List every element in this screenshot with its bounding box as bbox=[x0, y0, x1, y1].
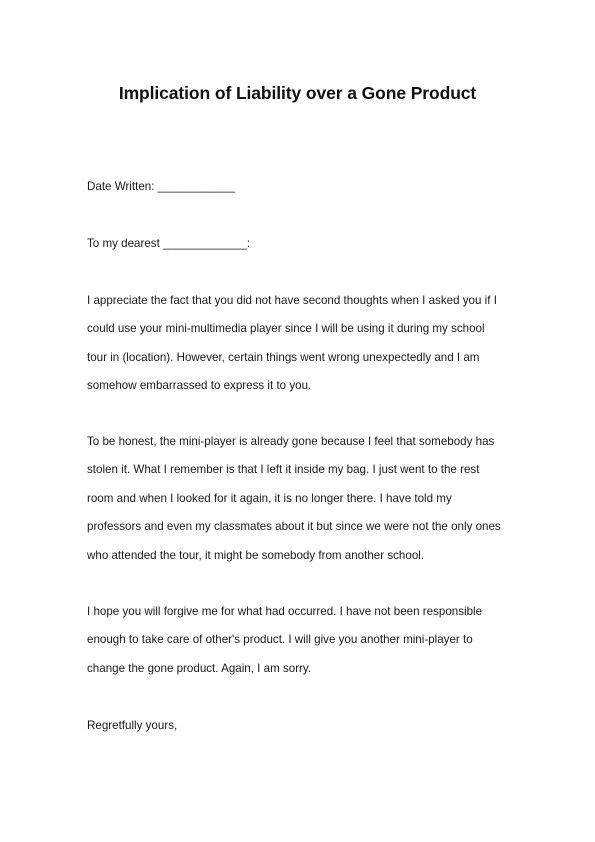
paragraph-line: tour in (location). However, certain things went wrong unexpectedly and I am bbox=[87, 350, 480, 364]
paragraph-line: I appreciate the fact that you did not have second thoughts when I asked you if I bbox=[87, 294, 497, 307]
salutation-text: To my dearest _____________: bbox=[87, 237, 251, 250]
paragraph-3 bbox=[87, 605, 527, 690]
document-title: Implication of Liability over a Gone Product bbox=[118, 83, 477, 103]
paragraph-line: somehow embarrassed to express it to you. bbox=[87, 379, 312, 393]
paragraph-1 bbox=[87, 294, 527, 408]
paragraph-2 bbox=[87, 435, 527, 577]
closing-text: Regretfully yours, bbox=[87, 719, 178, 732]
paragraph-line: room and when I looked for it again, it is no longer there. I have told my bbox=[87, 491, 452, 505]
paragraph-line: could use your mini-multimedia player since I will be using it during my school bbox=[87, 322, 485, 336]
paragraph-line: I hope you will forgive me for what had occurred. I have not been responsible bbox=[87, 605, 483, 618]
date-line bbox=[87, 180, 527, 208]
paragraph-line: change the gone product. Again, I am sorry. bbox=[87, 661, 312, 675]
date-written-text: Date Written: ____________ bbox=[87, 180, 236, 193]
paragraph-line: To be honest, the mini-player is already gone because I feel that somebody has bbox=[87, 435, 495, 448]
salutation bbox=[87, 237, 527, 265]
paragraph-line: enough to take care of other's product. I will give you another mini-player to bbox=[87, 633, 473, 647]
paragraph-line: professors and even my classmates about it but since we were not the only ones bbox=[87, 520, 501, 534]
paragraph-line: who attended the tour, it might be somebody from another school. bbox=[87, 548, 425, 562]
paragraph-line: stolen it. What I remember is that I left it inside my bag. I just went to the rest bbox=[87, 463, 480, 477]
closing bbox=[87, 719, 527, 747]
